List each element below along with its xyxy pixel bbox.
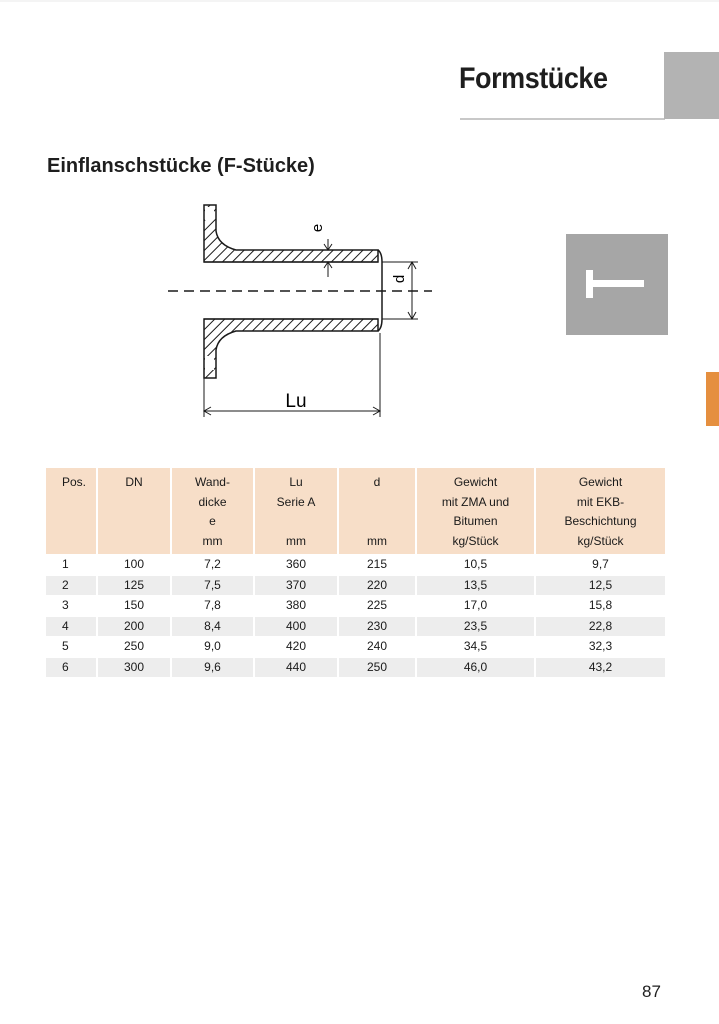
table-row [46,637,665,658]
dimension-label-d: d [391,274,408,284]
cell-pos: 2 [46,575,97,596]
cell-weight-ekb: 9,7 [535,555,665,576]
cell-weight-zma: 46,0 [416,657,535,677]
dimension-label-e: e [309,223,326,233]
page-top-edge [0,0,719,2]
cell-lu: 440 [254,657,338,677]
page-number: 87 [642,982,661,1001]
table-row [46,555,665,576]
column-header-lu [254,468,338,555]
header-line: Gewicht [578,475,623,489]
header-line: mm [367,533,387,548]
cell-pos: 4 [46,616,97,637]
header-line: mm [202,533,223,548]
column-header-weight-ekb [535,468,665,555]
header-line: DN [125,475,143,489]
table-row [46,616,665,637]
cell-weight-ekb: 15,8 [535,596,665,617]
header-line: e [209,514,216,528]
cell-wall-thickness: 8,4 [171,616,254,637]
chapter-side-tab [706,372,719,426]
header-line: dicke [198,494,227,509]
header-line: Lu [289,475,303,489]
cell-wall-thickness: 9,0 [171,637,254,658]
cell-d: 240 [338,637,416,658]
header-line: mit ZMA und [441,494,510,509]
cell-lu: 400 [254,616,338,637]
header-line: Serie A [276,494,316,509]
cell-weight-ekb: 32,3 [535,637,665,658]
section-title: Einflanschstücke (F-Stücke) [47,155,315,177]
cell-lu: 380 [254,596,338,617]
cell-d: 215 [338,555,416,576]
cell-pos: 6 [46,657,97,677]
cell-weight-ekb: 12,5 [535,575,665,596]
header-line: kg/Stück [577,533,624,548]
header-line [341,493,413,513]
t-shape-icon [566,234,668,335]
cell-dn: 100 [97,555,171,576]
header-line [341,512,413,532]
page-header-title: Formstücke [459,62,608,95]
header-line: mit EKB- [576,494,625,509]
t-fitting-category-icon [566,234,668,335]
column-header-pos [46,468,97,555]
cell-wall-thickness: 9,6 [171,657,254,677]
cell-d: 250 [338,657,416,677]
column-header-d [338,468,416,555]
cell-dn: 250 [97,637,171,658]
cell-weight-zma: 34,5 [416,637,535,658]
dimension-label-lu: Lu [285,391,307,412]
header-line [257,512,335,532]
header-gray-block [664,52,719,119]
header-line: Beschichtung [564,514,637,528]
cell-weight-ekb: 22,8 [535,616,665,637]
cell-d: 225 [338,596,416,617]
header-line: Bitumen [453,514,498,528]
header-line: Pos. [62,475,87,489]
header-divider [460,118,665,120]
cell-pos: 5 [46,637,97,658]
header-line: Gewicht [453,475,498,489]
cell-d: 220 [338,575,416,596]
cell-d: 230 [338,616,416,637]
cell-dn: 200 [97,616,171,637]
cell-lu: 360 [254,555,338,576]
cell-pos: 1 [46,555,97,576]
table-row [46,657,665,677]
cell-lu: 370 [254,575,338,596]
cell-dn: 150 [97,596,171,617]
cell-wall-thickness: 7,8 [171,596,254,617]
header-line: kg/Stück [452,533,499,548]
cell-weight-zma: 17,0 [416,596,535,617]
table-row [46,575,665,596]
cell-weight-zma: 13,5 [416,575,535,596]
table-row [46,596,665,617]
cell-dn: 300 [97,657,171,677]
header-line: Wand- [195,475,230,489]
specification-table [46,468,665,677]
column-header-dn [97,468,171,555]
cell-lu: 420 [254,637,338,658]
header-line: mm [286,533,306,548]
column-header-wall-thickness [171,468,254,555]
cell-weight-ekb: 43,2 [535,657,665,677]
table-header-row [46,468,665,555]
cell-dn: 125 [97,575,171,596]
column-header-weight-zma [416,468,535,555]
cell-pos: 3 [46,596,97,617]
cell-wall-thickness: 7,5 [171,575,254,596]
cell-weight-zma: 23,5 [416,616,535,637]
header-line: d [373,475,381,489]
flange-pipe-technical-drawing [160,195,440,425]
cell-weight-zma: 10,5 [416,555,535,576]
cell-wall-thickness: 7,2 [171,555,254,576]
